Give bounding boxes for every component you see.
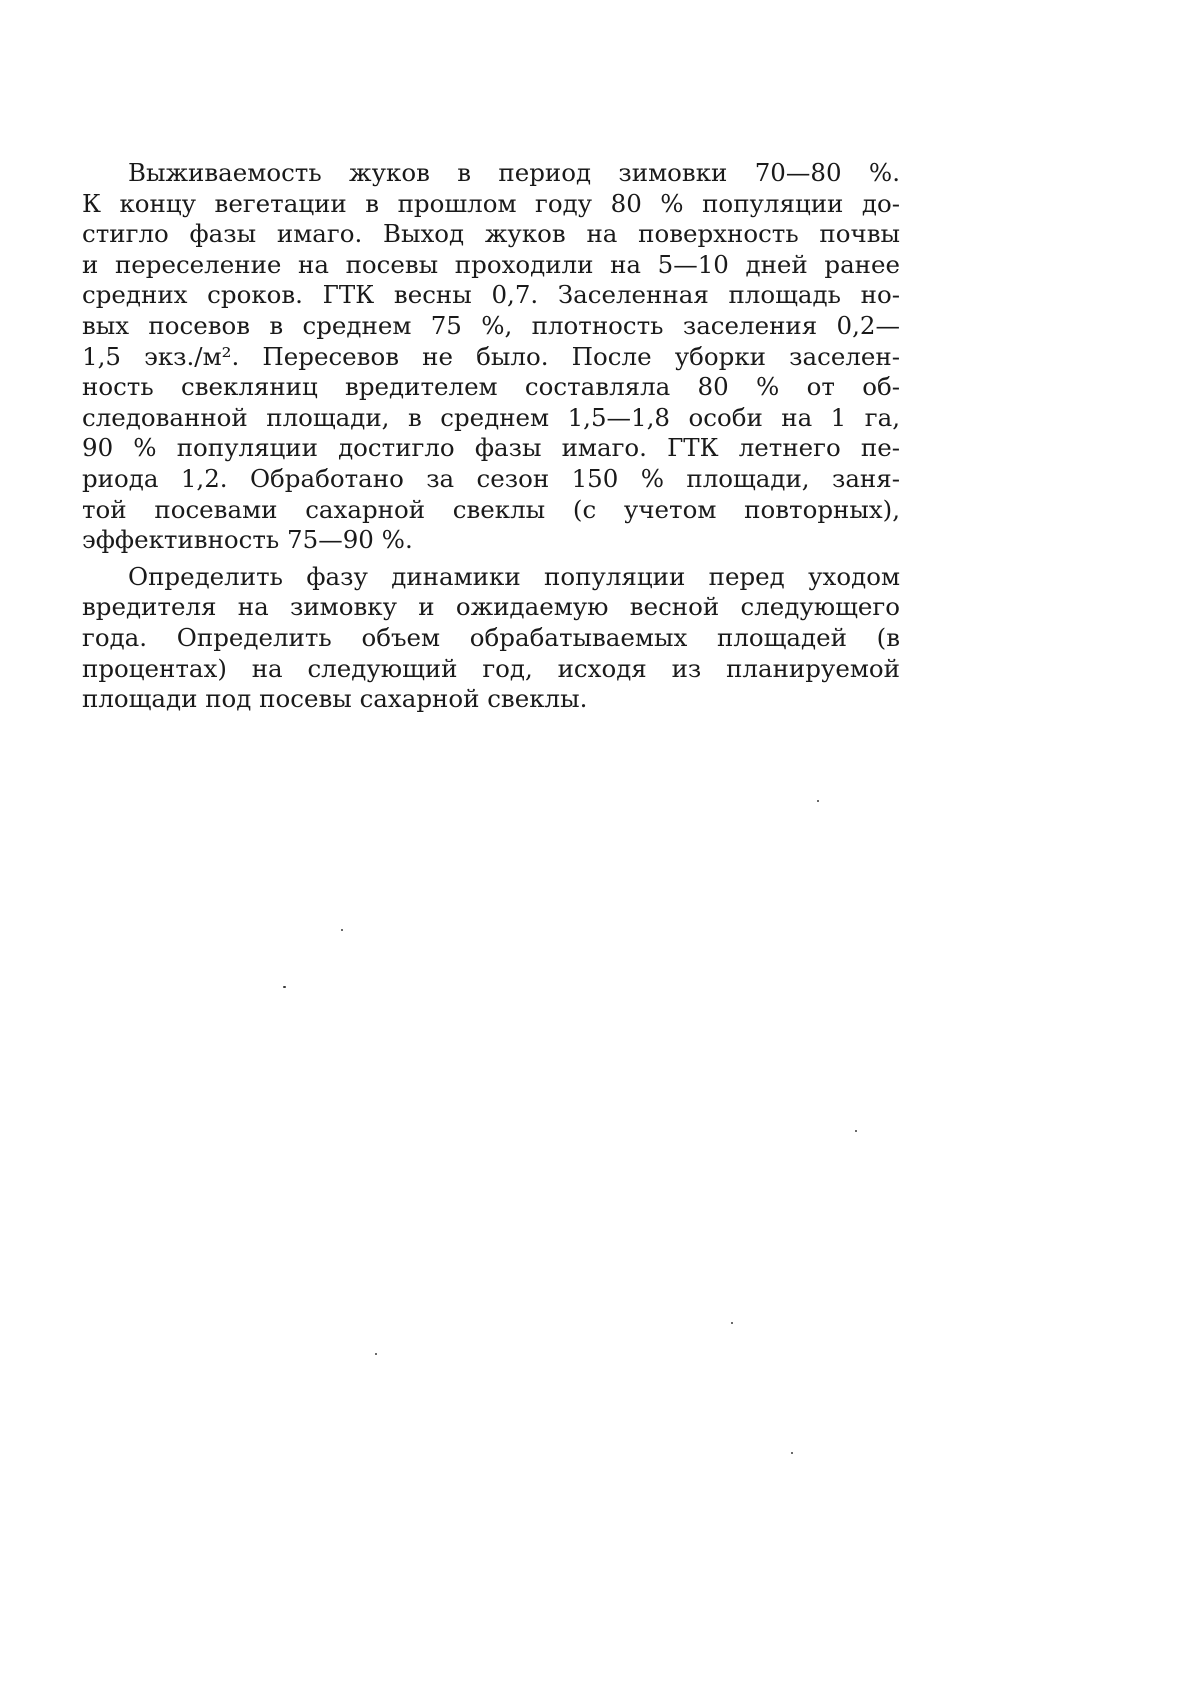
text-line: риода 1,2. Обработано за сезон 150 % площади, заня- <box>82 463 900 493</box>
scan-speck <box>341 929 343 931</box>
scan-speck <box>791 1452 793 1454</box>
text-line: года. Определить объем обрабатываемых площадей (в <box>82 622 900 652</box>
scan-speck <box>817 800 819 802</box>
text-line: следованной площади, в среднем 1,5—1,8 особи на 1 га, <box>82 402 900 432</box>
text-body <box>82 158 900 715</box>
scan-speck <box>375 1353 377 1355</box>
text-line: 1,5 экз./м². Пересевов не было. После уборки заселен- <box>82 341 900 371</box>
text-line: эффективность 75—90 %. <box>82 525 413 555</box>
text-line: той посевами сахарной свеклы (с учетом повторных), <box>82 494 900 524</box>
text-line: 90 % популяции достигло фазы имаго. ГТК летнего пе- <box>82 433 900 463</box>
text-line: вредителя на зимовку и ожидаемую весной следующего <box>82 592 900 622</box>
text-line: стигло фазы имаго. Выход жуков на поверхность почвы <box>82 219 900 249</box>
text-line: и переселение на посевы проходили на 5—10 дней ранее <box>82 249 900 279</box>
text-line: ность свекляниц вредителем составляла 80 % от об- <box>82 372 900 402</box>
paragraph-conditions <box>82 158 900 556</box>
scan-speck <box>855 1130 857 1132</box>
scan-speck <box>283 986 286 988</box>
text-line: К концу вегетации в прошлом году 80 % популяции до- <box>82 188 900 218</box>
paragraph-task <box>82 562 900 715</box>
text-line: Выживаемость жуков в период зимовки 70—80 %. <box>128 158 900 187</box>
text-line: площади под посевы сахарной свеклы. <box>82 684 588 714</box>
text-line: вых посевов в среднем 75 %, плотность заселения 0,2— <box>82 310 900 340</box>
text-line: Определить фазу динамики популяции перед уходом <box>128 561 900 591</box>
scan-speck <box>731 1322 733 1324</box>
text-line: средних сроков. ГТК весны 0,7. Заселенная площадь но- <box>82 280 900 310</box>
text-line: процентах) на следующий год, исходя из планируемой <box>82 653 900 683</box>
